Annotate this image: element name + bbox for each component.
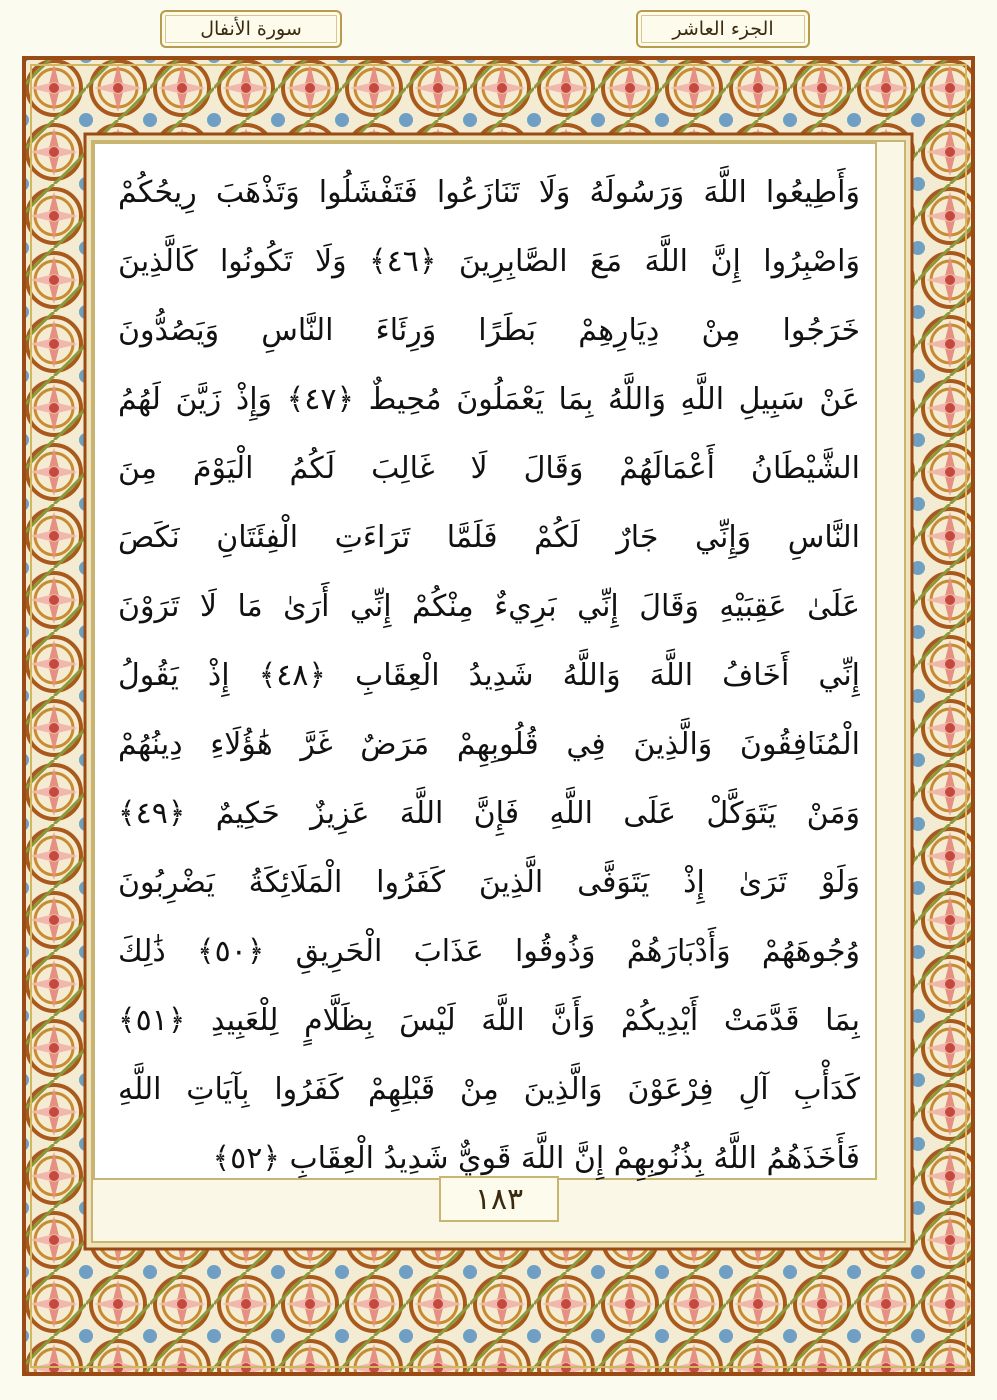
- verse-block: [118, 158, 860, 1193]
- verse-line-4: عَنْ سَبِيلِ اللَّهِ وَاللَّهُ بِمَا يَعْمَلُونَ مُحِيطٌ ﴿٤٧﴾ وَإِذْ زَيَّنَ لَهُمُ: [118, 382, 860, 417]
- verse-line-13: بِمَا قَدَّمَتْ أَيْدِيكُمْ وَأَنَّ اللَّهَ لَيْسَ بِظَلَّامٍ لِلْعَبِيدِ ﴿٥١﴾: [118, 1003, 860, 1038]
- verse-line-8: إِنِّي أَخَافُ اللَّهَ وَاللَّهُ شَدِيدُ الْعِقَابِ ﴿٤٨﴾ إِذْ يَقُولُ: [118, 658, 860, 693]
- page-number-text: ١٨٣: [474, 1181, 524, 1217]
- verse-line-9: الْمُنَافِقُونَ وَالَّذِينَ فِي قُلُوبِهِمْ مَرَضٌ غَرَّ هَٰؤُلَاءِ دِينُهُمْ: [118, 727, 860, 762]
- verse-line-3: خَرَجُوا مِنْ دِيَارِهِمْ بَطَرًا وَرِئَاءَ النَّاسِ وَيَصُدُّونَ: [118, 313, 860, 348]
- juz-name-text: الجزء العاشر: [672, 18, 774, 40]
- verse-line-10: وَمَنْ يَتَوَكَّلْ عَلَى اللَّهِ فَإِنَّ اللَّهَ عَزِيزٌ حَكِيمٌ ﴿٤٩﴾: [118, 796, 860, 831]
- verse-line-7: عَلَىٰ عَقِبَيْهِ وَقَالَ إِنِّي بَرِيءٌ مِنْكُمْ إِنِّي أَرَىٰ مَا لَا تَرَوْنَ: [118, 589, 860, 624]
- verse-line-2: وَاصْبِرُوا إِنَّ اللَّهَ مَعَ الصَّابِرِينَ ﴿٤٦﴾ وَلَا تَكُونُوا كَالَّذِينَ: [118, 244, 860, 279]
- juz-name-label: [636, 10, 810, 48]
- verse-line-12: وُجُوهَهُمْ وَأَدْبَارَهُمْ وَذُوقُوا عَذَابَ الْحَرِيقِ ﴿٥٠﴾ ذَٰلِكَ: [118, 934, 860, 969]
- surah-name-text: سورة الأنفال: [200, 18, 302, 40]
- surah-name-label: [160, 10, 342, 48]
- verse-line-15: فَأَخَذَهُمُ اللَّهُ بِذُنُوبِهِمْ إِنَّ اللَّهَ قَوِيٌّ شَدِيدُ الْعِقَابِ ﴿٥٢﴾: [212, 1141, 860, 1176]
- verse-line-11: وَلَوْ تَرَىٰ إِذْ يَتَوَفَّى الَّذِينَ كَفَرُوا الْمَلَائِكَةُ يَضْرِبُونَ: [118, 865, 860, 900]
- verse-line-5: الشَّيْطَانُ أَعْمَالَهُمْ وَقَالَ لَا غَالِبَ لَكُمُ الْيَوْمَ مِنَ: [118, 451, 860, 486]
- verse-line-1: وَأَطِيعُوا اللَّهَ وَرَسُولَهُ وَلَا تَنَازَعُوا فَتَفْشَلُوا وَتَذْهَبَ رِيحُكُمْ: [118, 175, 860, 210]
- verse-line-14: كَدَأْبِ آلِ فِرْعَوْنَ وَالَّذِينَ مِنْ قَبْلِهِمْ كَفَرُوا بِآيَاتِ اللَّهِ: [118, 1072, 860, 1107]
- verse-line-6: النَّاسِ وَإِنِّي جَارٌ لَكُمْ فَلَمَّا تَرَاءَتِ الْفِئَتَانِ نَكَصَ: [118, 520, 860, 555]
- page-number: [439, 1176, 559, 1222]
